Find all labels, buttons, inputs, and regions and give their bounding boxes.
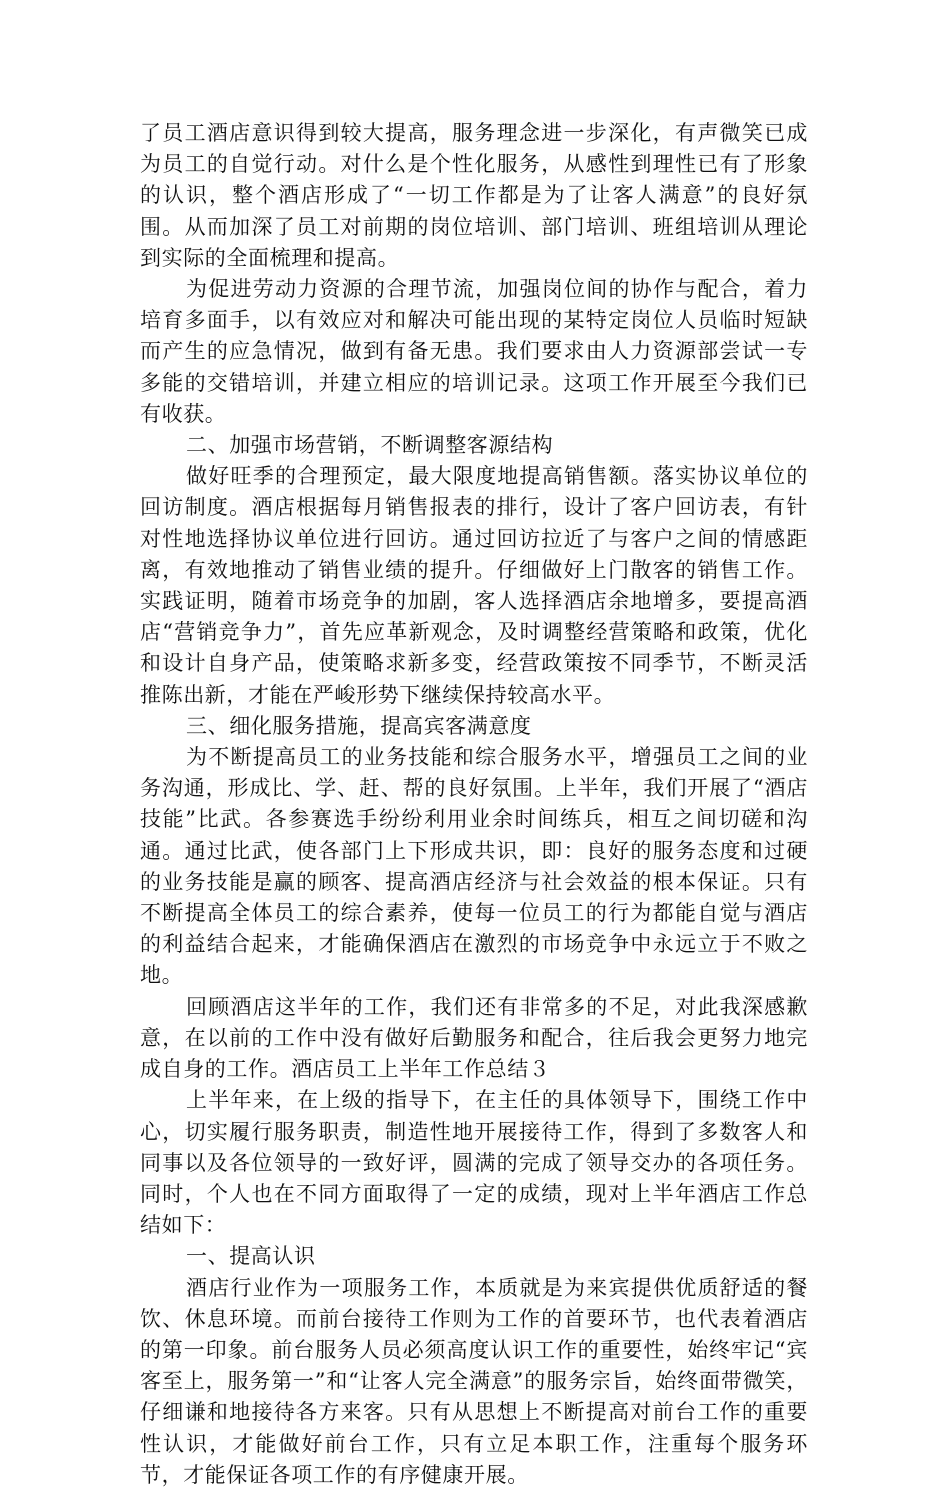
paragraph-marketing: 做好旺季的合理预定，最大限度地提高销售额。落实协议单位的回访制度。酒店根据每月销售报表的排行，设计了客户回访表，有针对性地选择协议单位进行回访。通过回访拉近了与客户之间的情感距离，有效地推动了销售业绩的提升。仔细做好上门散客的销售工作。实践证明，随着市场竞争的加剧，客人选择酒店余地增多，要提高酒店“营销竞争力”，首先应革新观念，及时调整经营策略和政策，优化和设计自身产品，使策略求新多变，经营政策按不同季节，不断灵活推陈出新，才能在严峻形势下继续保持较高水平。 [140, 464, 808, 707]
paragraph-front-desk: 酒店行业作为一项服务工作，本质就是为来宾提供优质舒适的餐饮、休息环境。而前台接待工作则为工作的首要环节，也代表着酒店的第一印象。前台服务人员必须高度认识工作的重要性，始终牢记“宾客至上，服务第一”和“让客人完全满意”的服务宗旨，始终面带微笑，仔细谦和地接待各方来客。只有从思想上不断提高对前台工作的重要性认识，才能做好前台工作，只有立足本职工作，注重每个服务环节，才能保证各项工作的有序健康开展。 [140, 1275, 808, 1487]
paragraph-half-year-summary: 上半年来，在上级的指导下，在主任的具体领导下，围绕工作中心，切实履行服务职责，制造性地开展接待工作，得到了多数客人和同事以及各位领导的一致好评，圆满的完成了领导交办的各项任务。同时，个人也在不同方面取得了一定的成绩，现对上半年酒店工作总结如下： [140, 1088, 808, 1238]
section-heading-marketing: 二、加强市场营销，不断调整客源结构 [186, 433, 554, 458]
paragraph-cross-training: 为促进劳动力资源的合理节流，加强岗位间的协作与配合，着力培育多面手，以有效应对和解决可能出现的某特定岗位人员临时短缺而产生的应急情况，做到有备无患。我们要求由人力资源部尝试一专多能的交错培训，并建立相应的培训记录。这项工作开展至今我们已有收获。 [140, 277, 808, 426]
paragraph-service: 为不断提高员工的业务技能和综合服务水平，增强员工之间的业务沟通，形成比、学、赶、帮的良好氛围。上半年，我们开展了“酒店技能”比武。各参赛选手纷纷利用业余时间练兵，相互之间切磋和沟通。通过比武，使各部门上下形成共识，即：良好的服务态度和过硬的业务技能是赢的顾客、提高酒店经济与社会效益的根本保证。只有不断提高全体员工的综合素养，使每一位员工的行为都能自觉与酒店的利益结合起来，才能确保酒店在激烈的市场竞争中永远立于不败之地。 [140, 745, 808, 988]
document-body [140, 118, 808, 1491]
paragraph-review: 回顾酒店这半年的工作，我们还有非常多的不足，对此我深感歉意，在以前的工作中没有做好后勤服务和配合，往后我会更努力地完成自身的工作。酒店员工上半年工作总结３ [140, 994, 808, 1082]
paragraph-continuation: 了员工酒店意识得到较大提高，服务理念进一步深化，有声微笑已成为员工的自觉行动。对什么是个性化服务，从感性到理性已有了形象的认识，整个酒店形成了“一切工作都是为了让客人满意”的良好氛围。从而加深了员工对前期的岗位培训、部门培训、班组培训从理论到实际的全面梳理和提高。 [140, 121, 808, 270]
section-heading-service: 三、细化服务措施，提高宾客满意度 [186, 713, 532, 738]
section-heading-awareness: 一、提高认识 [186, 1244, 316, 1269]
